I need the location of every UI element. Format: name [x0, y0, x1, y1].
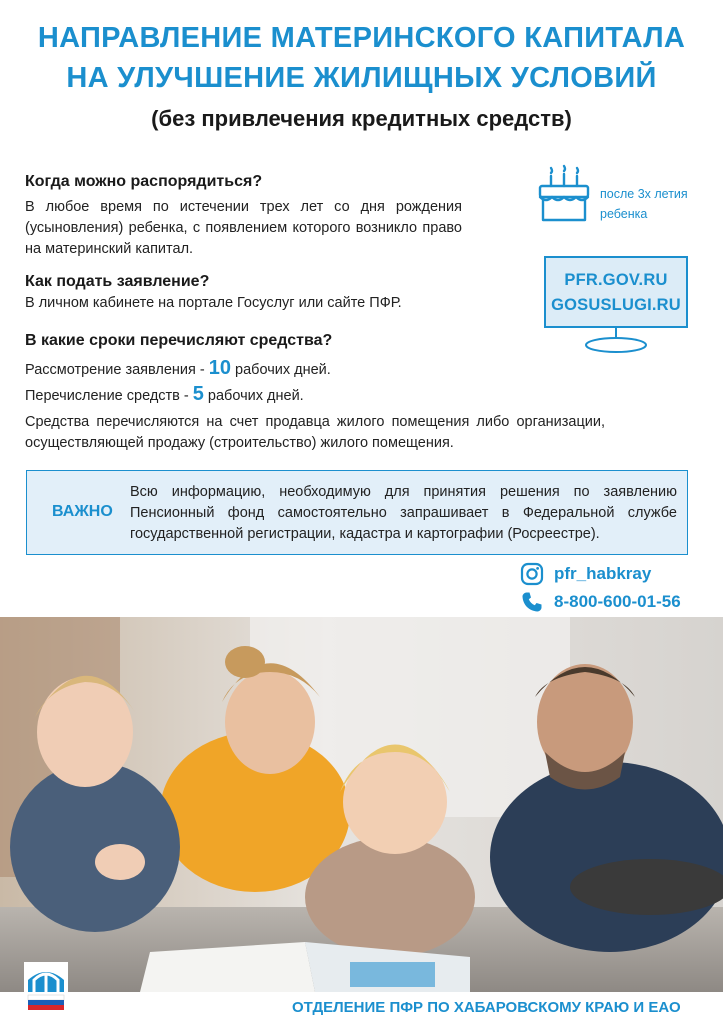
phone-icon: [520, 590, 544, 614]
question-when: Когда можно распорядиться?: [25, 173, 263, 190]
monitor-stand-icon: [584, 328, 648, 354]
phone-contact[interactable]: [520, 590, 681, 614]
review-suffix: рабочих дней.: [231, 362, 331, 378]
title-line-2: НА УЛУЧШЕНИЕ ЖИЛИЩНЫХ УСЛОВИЙ: [66, 62, 657, 94]
cake-info: [534, 164, 714, 234]
instagram-icon: [520, 562, 544, 586]
transfer-note: Средства перечисляются на счет продавца жилого помещения либо организации, осуществляющей продажу (строительство) жилого помещения.: [25, 414, 605, 451]
header: [0, 18, 723, 134]
family-photo: [0, 617, 723, 992]
transfer-suffix: рабочих дней.: [203, 388, 304, 404]
transfer-days: 5: [192, 383, 204, 405]
website-gosuslugi-link[interactable]: GOSUSLUGI.RU: [551, 296, 681, 314]
pfr-logo-icon: [24, 962, 68, 1012]
instagram-handle: pfr_habkray: [554, 564, 652, 583]
answer-how: В личном кабинете на портале Госуслуг или сайте ПФР.: [25, 295, 402, 311]
phone-number: 8-800-600-01-56: [554, 592, 681, 611]
transfer-term: [25, 384, 304, 407]
instagram-contact[interactable]: [520, 562, 651, 586]
cake-caption: [600, 184, 688, 224]
review-term: [25, 358, 331, 381]
review-prefix: Рассмотрение заявления -: [25, 362, 209, 378]
title-line-1: НАПРАВЛЕНИЕ МАТЕРИНСКОГО КАПИТАЛА: [37, 22, 686, 54]
important-label: ВАЖНО: [52, 503, 113, 520]
birthday-cake-icon: [534, 164, 594, 226]
footer-organization: ОТДЕЛЕНИЕ ПФР ПО ХАБАРОВСКОМУ КРАЮ И ЕАО: [292, 999, 681, 1016]
important-text: Всю информацию, необходимую для принятия решения по заявлению Пенсионный фонд самостоятельно запрашивает в Федеральной службе государственной регистрации, кадастра и картографии (Росреестре).: [130, 484, 677, 542]
cake-caption-line-1: после 3х летия: [600, 187, 688, 201]
transfer-prefix: Перечисление средств -: [25, 388, 193, 404]
website-pfr-link[interactable]: PFR.GOV.RU: [564, 271, 668, 289]
family-reading-illustration: [0, 617, 723, 992]
review-days: 10: [208, 357, 231, 379]
question-terms: В какие сроки перечисляют средства?: [25, 332, 333, 349]
important-box: [26, 470, 688, 555]
subtitle: (без привлечения кредитных средств): [151, 106, 572, 131]
websites-monitor: [544, 256, 688, 328]
question-how: Как подать заявление?: [25, 273, 210, 290]
cake-caption-line-2: ребенка: [600, 207, 648, 221]
answer-when: В любое время по истечении трех лет со дня рождения (усыновления) ребенка, с появлением которого возникло право на материнский капитал.: [25, 199, 462, 257]
footer: [0, 992, 723, 1024]
